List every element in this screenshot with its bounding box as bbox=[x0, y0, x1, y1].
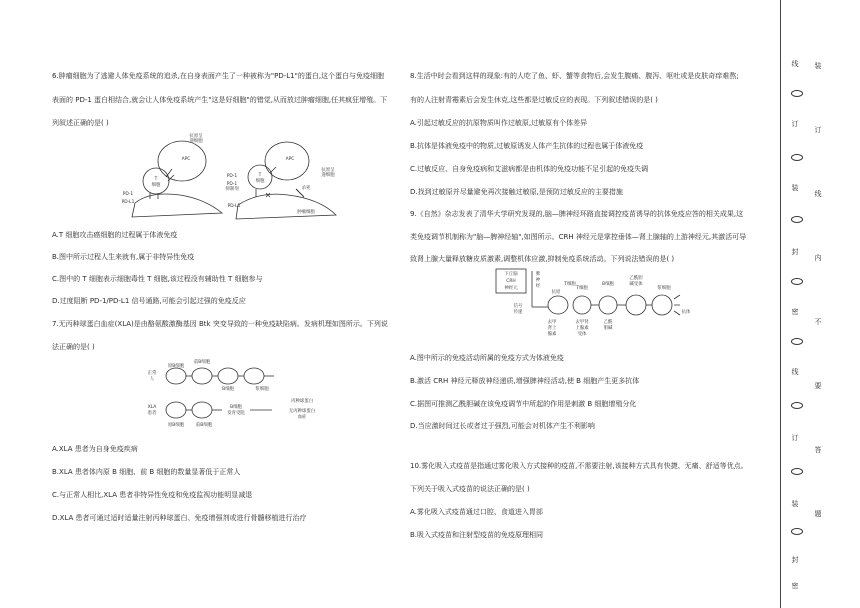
svg-text:上腺素: 上腺素 bbox=[575, 326, 589, 331]
q6-stem-line1: 6.肿瘤细胞为了逃避人体免疫系统的追杀,在自身表面产生了一种被称为"PD-L1"的蛋白,这个蛋白与免疫细胞 bbox=[52, 72, 385, 80]
tumor-cell-left bbox=[132, 194, 222, 217]
binding-margin-inner bbox=[789, 56, 801, 596]
q10-option-b: B.吸入式疫苗和注射型疫苗的免疫原理相同 bbox=[410, 531, 544, 539]
fig9-signal: 信号 bbox=[513, 304, 523, 309]
binding-char: 线 bbox=[791, 60, 799, 68]
svg-text:神经元: 神经元 bbox=[504, 286, 518, 291]
q8-stem-line2: 有的人注射青霉素后会发生休克,这些都是过敏反应的表现。下列叙述错误的是( ) bbox=[410, 96, 658, 104]
svg-text:CRH: CRH bbox=[506, 279, 516, 284]
q8-option-b: B.抗体是体液免疫中的物质,过敏原诱发人体产生抗体的过程也属于体液免疫 bbox=[410, 142, 644, 150]
q10-stem-line1: 10.雾化吸入式疫苗是指通过雾化吸入方式接种的疫苗,不需要注射,该接种方式具有快捷、无痛、舒适等优点。 bbox=[410, 462, 748, 470]
fig7-block: B细胞 bbox=[230, 405, 242, 410]
binding-circle bbox=[791, 528, 803, 535]
svg-text:细胞: 细胞 bbox=[255, 179, 265, 184]
svg-text:人: 人 bbox=[149, 377, 155, 382]
q8-option-d: D.找到过敏原并尽量避免再次接触过敏原,是预防过敏反应的主要措施 bbox=[410, 188, 623, 196]
q6-option-d: D.过度阻断 PD-1/PD-L1 信号通路,可能会引起过强的免疫反应 bbox=[52, 297, 246, 305]
binding-char: 装 bbox=[791, 184, 799, 192]
svg-text:受体: 受体 bbox=[577, 332, 587, 337]
q7-stem-line2: 法正确的是( ) bbox=[52, 343, 95, 351]
fig9-splenic: 脾 bbox=[535, 272, 541, 277]
svg-text:抑制剂: 抑制剂 bbox=[225, 187, 239, 192]
binding-warning-char: 要 bbox=[814, 382, 822, 390]
fig6-kill: 杀死 bbox=[301, 186, 311, 191]
q9-option-c: C.据图可推测乙酰胆碱在该免疫调节中所起的作用是刺激 B 细胞增殖分化 bbox=[410, 400, 637, 408]
binding-char: 订 bbox=[791, 434, 799, 442]
q6-stem-line2: 表面的 PD-1 蛋白相结合,就会让人体免疫系统产生"这是好细胞"的错觉,从而放过肿瘤细胞,任其疯狂增殖。下 bbox=[52, 96, 388, 104]
q6-stem-line3: 列叙述正确的是( ) bbox=[52, 119, 109, 127]
fig7-normal: 正常 bbox=[147, 371, 157, 376]
q9-stem-line1: 9.《自然》杂志发表了清华大学研究发现的,脑—脾神经环路直接调控疫苗诱导的抗体免疫应答的相关成果,这 bbox=[410, 210, 744, 218]
fig9-ne: 去甲 bbox=[547, 320, 557, 325]
q8-option-a: A.引起过敏反应的抗原物质叫作过敏原,过敏原有个体差异 bbox=[410, 119, 588, 127]
binding-char: 密 bbox=[791, 308, 799, 316]
q9-option-a: A.图中所示的免疫活动所属的免疫方式为体液免疫 bbox=[410, 354, 564, 362]
fig6-apc-right: APC bbox=[285, 157, 295, 162]
fig9-b-cell: B细胞 bbox=[602, 282, 614, 287]
fig7-xla: XLA bbox=[147, 405, 157, 410]
fig6-apc-left: APC bbox=[181, 157, 191, 162]
fig6-antigen-right: 抗原呈 bbox=[321, 168, 335, 173]
fig9-antibody: 抗体 bbox=[681, 310, 691, 315]
fig6-inhibitor: PD-1 bbox=[226, 182, 238, 187]
q10-stem-line2: 下列关于吸入式疫苗的说法正确的是( ) bbox=[410, 485, 530, 493]
q9-stem-line2: 类免疫调节机制称为"脑—脾神经轴",如图所示。CRH 神经元是掌控垂体—肾上腺轴的上游神经元,其激活可导 bbox=[410, 233, 747, 241]
fig9-ach: 乙酰胆 bbox=[629, 276, 643, 281]
q9-option-b: B.激活 CRH 神经元释放神经递质,增强脾神经活动,使 B 细胞产生更多抗体 bbox=[410, 377, 640, 385]
svg-text:血症: 血症 bbox=[297, 415, 307, 420]
q7-stem-line1: 7.无丙种球蛋白血症(XLA)是由酪氨酸激酶基因 Btk 突变导致的一种免疫缺陷病。发病机理如图所示。下列说 bbox=[52, 320, 388, 328]
q9-figure bbox=[492, 265, 692, 340]
binding-char: 密 bbox=[791, 582, 799, 590]
binding-char: 封 bbox=[791, 248, 799, 256]
fig9-hypothalamus: 下丘脑 bbox=[504, 272, 518, 277]
q8-option-c: C.过敏反应、自身免疫病和艾滋病都是由机体的免疫功能不足引起的免疫失调 bbox=[410, 165, 649, 173]
binding-warning-char: 题 bbox=[814, 510, 822, 518]
q7-option-d: D.XLA 患者可通过适时适量注射丙种球蛋白、免疫增强剂或进行骨髓移植进行治疗 bbox=[52, 514, 307, 522]
binding-warning-char: 订 bbox=[814, 126, 822, 134]
fig6-t-right: T bbox=[258, 173, 262, 178]
q7-option-c: C.与正常人相比,XLA 患者非特异性免疫和免疫监视功能明显减退 bbox=[52, 491, 253, 499]
fig6-pdl1: PD-L1 bbox=[121, 200, 135, 205]
svg-text:细胞: 细胞 bbox=[151, 183, 161, 188]
tumor-cell-right bbox=[236, 194, 336, 219]
q8-stem-line1: 8.生活中时会看到这样的现象:有的人吃了鱼、虾、蟹等食物后,会发生腹痛、腹泻、呕吐或是皮肤奇痒难熬; bbox=[410, 72, 739, 80]
fig9-ne2: 去甲肾 bbox=[575, 320, 589, 325]
binding-line bbox=[780, 0, 781, 608]
binding-warning-char: 装 bbox=[814, 62, 822, 70]
binding-circle bbox=[791, 338, 803, 345]
q10-option-a: A.雾化吸入式疫苗通过口腔、食道进入胃部 bbox=[410, 508, 543, 516]
fig9-antigen: 抗原 bbox=[551, 290, 561, 295]
binding-circle bbox=[791, 154, 803, 161]
fig7-bone-bottom: 原B细胞 bbox=[167, 423, 185, 428]
binding-char: 封 bbox=[791, 556, 799, 564]
binding-warning-char: 不 bbox=[814, 318, 822, 326]
fig7-b-cell: B细胞 bbox=[222, 387, 234, 392]
svg-text:肾上: 肾上 bbox=[547, 326, 557, 331]
binding-circle bbox=[791, 278, 803, 285]
fig7-pre-b-top: 前B细胞 bbox=[193, 360, 211, 365]
binding-circle bbox=[791, 468, 803, 475]
binding-warning-char: 答 bbox=[814, 446, 822, 454]
svg-text:发育受阻: 发育受阻 bbox=[227, 411, 245, 416]
svg-text:经: 经 bbox=[535, 284, 541, 289]
binding-warning-char: 线 bbox=[814, 190, 822, 198]
binding-warning-char: 内 bbox=[814, 254, 822, 262]
fig9-ach2: 乙酰 bbox=[603, 320, 613, 325]
fig6-pd1: PD-1 bbox=[122, 192, 134, 197]
q9-stem-line3: 致肾上腺大量释放糖皮质激素,调整机体应激,抑制免疫系统活动。下列说法错误的是( ) bbox=[410, 255, 675, 263]
q6-option-a: A.T 细胞攻击癌细胞的过程属于体液免疫 bbox=[52, 231, 178, 239]
fig6-pd1-right: PD-1 bbox=[226, 174, 238, 179]
fig9-plasma: 浆细胞 bbox=[657, 286, 671, 291]
fig6-pdl1-right: PD-L1 bbox=[227, 204, 241, 209]
svg-text:胆碱: 胆碱 bbox=[603, 326, 613, 331]
binding-margin-outer bbox=[812, 56, 824, 596]
fig7-pre-b-bottom: 前B细胞 bbox=[195, 423, 213, 428]
fig9-t-label: T细胞 bbox=[576, 286, 588, 291]
q6-option-c: C.图中的 T 细胞表示细胞毒性 T 细胞,该过程没有辅助性 T 细胞参与 bbox=[52, 275, 263, 283]
q7-option-a: A.XLA 患者为自身免疫疾病 bbox=[52, 445, 138, 453]
binding-circle bbox=[791, 402, 803, 409]
svg-text:递细胞: 递细胞 bbox=[321, 173, 335, 178]
q9-option-d: D.当应激时间过长或者过于强烈,可能会对机体产生不利影响 bbox=[410, 422, 595, 430]
svg-text:神: 神 bbox=[535, 278, 541, 283]
fig7-bone-top: 原B细胞 bbox=[167, 364, 185, 369]
fig6-antigen-left: 抗原呈 bbox=[189, 134, 203, 139]
binding-char: 线 bbox=[791, 368, 799, 376]
q7-option-b: B.XLA 患者体内原 B 细胞、前 B 细胞的数量显著低于正常人 bbox=[52, 468, 241, 476]
fig6-tumor: 肿瘤细胞 bbox=[297, 210, 315, 215]
svg-text:递细胞: 递细胞 bbox=[189, 139, 203, 144]
binding-char: 订 bbox=[791, 120, 799, 128]
binding-char: 装 bbox=[791, 500, 799, 508]
fig7-gamma: 丙种球蛋白 bbox=[291, 399, 313, 404]
binding-circle bbox=[791, 216, 803, 223]
fig9-t-cell: T细胞 bbox=[564, 282, 576, 287]
fig7-plasma: 浆细胞 bbox=[255, 387, 269, 392]
svg-text:腺素: 腺素 bbox=[547, 332, 557, 337]
fig7-agamma: 无丙种球蛋白 bbox=[288, 409, 316, 414]
svg-text:碱受体: 碱受体 bbox=[629, 282, 643, 287]
binding-circle bbox=[791, 90, 803, 97]
svg-text:传递: 传递 bbox=[513, 310, 523, 315]
q6-option-b: B.图中所示过程人生来就有,属于非特异性免疫 bbox=[52, 253, 195, 261]
fig6-t-left: T bbox=[154, 177, 158, 182]
svg-text:患者: 患者 bbox=[147, 411, 157, 416]
q6-figure bbox=[110, 133, 350, 225]
q7-figure bbox=[142, 356, 362, 432]
